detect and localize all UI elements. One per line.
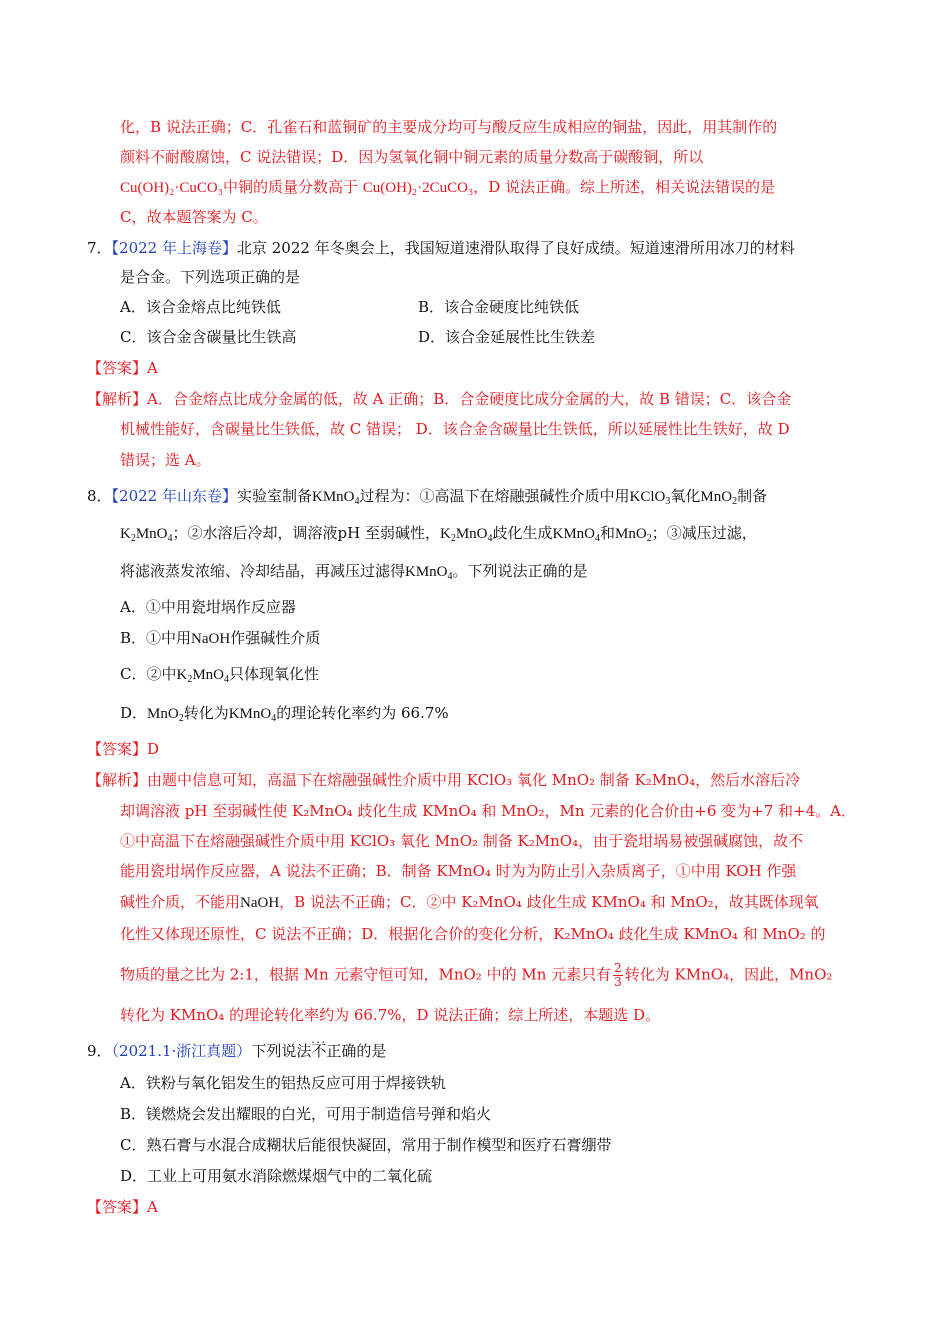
q6-analysis-line-1: 化，B 说法正确；C．孔雀石和蓝铜矿的主要成分均可与酸反应生成相应的铜盐，因此，用其制作的 [120, 118, 778, 136]
q7-option-d: D．该合金延展性比生铁差 [418, 328, 596, 346]
q7-analysis-line-2: 机械性能好，含碳量比生铁低，故 C 错误； D．该合金含碳量比生铁低，所以延展性比生铁好，故 D [120, 420, 790, 438]
formula-mno2: MnO$_2$ [615, 526, 652, 544]
formula-kmno4: KMnO$_4$ [552, 526, 601, 544]
question-source: （2021.1·浙江真题） [111, 1042, 252, 1060]
q8-analysis-line-1: 【解析】由题中信息可知，高温下在熔融强碱性介质中用 KClO₃ 氧化 MnO₂ 制备 K₂MnO₄，然后水溶后冷 [87, 771, 801, 789]
question-number: 8． [87, 487, 112, 505]
question-source: 【2022 年山东卷】 [111, 487, 237, 505]
question-9-stem: 9．（2021.1·浙江真题）下列说法· · · 不正确的是 [87, 1040, 386, 1062]
question-number: 7． [87, 239, 112, 257]
q8-option-b: B．①中用NaOH作强碱性介质 [120, 629, 321, 647]
formula-cu-oh-cuco3: Cu(OH)₂·CuCO₃ [120, 180, 223, 196]
question-7-stem: 7．【2022 年上海卷】北京 2022 年冬奥会上，我国短道速滑队取得了良好成绩。短道速滑所用冰刀的材料 [87, 239, 795, 257]
q8-analysis-line-5: 碱性介质，不能用NaOH，B 说法不正确；C．②中 K₂MnO₄ 歧化生成 KMnO₄ 和 MnO₂，故其既体现氧 [120, 893, 819, 911]
q8-analysis-line-3: ①中高温下在熔融强碱性介质中用 KClO₃ 氧化 MnO₂ 制备 K₂MnO₄，由于瓷坩埚易被强碱腐蚀，故不 [120, 832, 804, 850]
q8-analysis-line-8: 转化为 KMnO₄ 的理论转化率约为 66.7%，D 说法正确；综上所述，本题选 D。 [120, 1006, 661, 1024]
q9-option-b: B．镁燃烧会发出耀眼的白光，可用于制造信号弹和焰火 [120, 1105, 492, 1123]
question-number: 9． [87, 1042, 112, 1060]
q7-option-a: A．该合金熔点比纯铁低 [120, 298, 281, 316]
q7-option-b: B．该合金硬度比纯铁低 [418, 298, 580, 316]
q9-option-a: A．铁粉与氧化铝发生的铝热反应可用于焊接铁轨 [120, 1074, 446, 1092]
emphasis-not-correct: · · · 不正确 [311, 1042, 356, 1060]
q8-answer: 【答案】D [87, 740, 160, 758]
formula-kmno4: KMnO$_4$ [405, 564, 453, 582]
q7-answer: 【答案】A [87, 359, 158, 377]
formula-k2mno4: $K_2MnO_4$ [176, 667, 229, 685]
formula-mno2: MnO$_2$ [147, 706, 184, 724]
formula-kmno4: KMnO$_4$ [312, 489, 360, 507]
q8-analysis-line-7: 物质的量之比为 2:1，根据 Mn 元素守恒可知，MnO₂ 中的 Mn 元素只有 $\frac{2}{3}$ 转化为 KMnO₄，因此，MnO₂ [120, 961, 833, 989]
question-source: 【2022 年上海卷】 [111, 239, 237, 257]
formula-mno2: MnO$_2$ [700, 489, 738, 507]
formula-k2mno4: $K_2MnO_4$ [120, 526, 173, 544]
q9-option-c: C．熟石膏与水混合成糊状后能很快凝固，常用于制作模型和医疗石膏绷带 [120, 1136, 612, 1154]
q7-analysis-line-3: 错误；选 A。 [120, 451, 211, 469]
fraction-two-thirds: $\frac{2}{3}$ [614, 961, 622, 989]
q8-option-d: D．MnO$_2$转化为KMnO$_4$的理论转化率约为 66.7% [120, 704, 449, 724]
formula-cu-oh-2cuco3: Cu(OH)₂·2CuCO₃ [362, 180, 474, 196]
question-8-stem-1: 8．【2022 年山东卷】实验室制备KMnO$_4$过程为：①高温下在熔融强碱性介质中用KClO$_3$氧化MnO$_2$制备 [87, 487, 768, 507]
question-8-stem-3: 将滤液蒸发浓缩、冷却结晶，再减压过滤得KMnO$_4$。下列说法正确的是 [120, 562, 588, 582]
formula-kclo3: KClO$_3$ [629, 489, 671, 507]
q8-analysis-line-2: 却调溶液 pH 至弱碱性使 K₂MnO₄ 歧化生成 KMnO₄ 和 MnO₂，Mn 元素的化合价由+6 变为+7 和+4。A． [120, 802, 856, 820]
q7-analysis-line-1: 【解析】A．合金熔点比成分金属的低，故 A 正确；B．合金硬度比成分金属的大，故 B 错误；C．该合金 [87, 390, 792, 408]
question-8-stem-2: $K_2MnO_4$；②水溶后冷却，调溶液pH 至弱碱性，$K_2MnO_4$歧化生成KMnO$_4$和MnO$_2$；③减压过滤， [120, 524, 757, 544]
q8-analysis-line-4: 能用瓷坩埚作反应器，A 说法不正确；B．制备 KMnO₄ 时为为防止引入杂质离子，①中用 KOH 作强 [120, 862, 797, 880]
q8-option-a: A．①中用瓷坩埚作反应器 [120, 598, 296, 616]
q9-option-d: D．工业上可用氨水消除燃煤烟气中的二氧化硫 [120, 1167, 433, 1185]
q9-answer: 【答案】A [87, 1198, 158, 1216]
q6-analysis-line-3: Cu(OH)₂·CuCO₃中铜的质量分数高于 Cu(OH)₂·2CuCO₃，D 说法正确。综上所述，相关说法错误的是 [120, 178, 776, 196]
q8-analysis-line-6: 化性又体现还原性，C 说法不正确；D．根据化合价的变化分析，K₂MnO₄ 歧化生成 KMnO₄ 和 MnO₂ 的 [120, 925, 826, 943]
question-7-stem-2: 是合金。下列选项正确的是 [120, 268, 301, 286]
q6-analysis-line-4: C，故本题答案为 C。 [120, 208, 268, 226]
q6-analysis-line-2: 颜料不耐酸腐蚀，C 说法错误；D．因为氢氧化铜中铜元素的质量分数高于碳酸铜，所以 [120, 148, 704, 166]
q8-option-c: C．②中$K_2MnO_4$只体现氧化性 [120, 665, 320, 685]
q7-option-c: C．该合金含碳量比生铁高 [120, 328, 297, 346]
formula-kmno4: KMnO$_4$ [228, 706, 277, 724]
formula-k2mno4: $K_2MnO_4$ [439, 526, 493, 544]
